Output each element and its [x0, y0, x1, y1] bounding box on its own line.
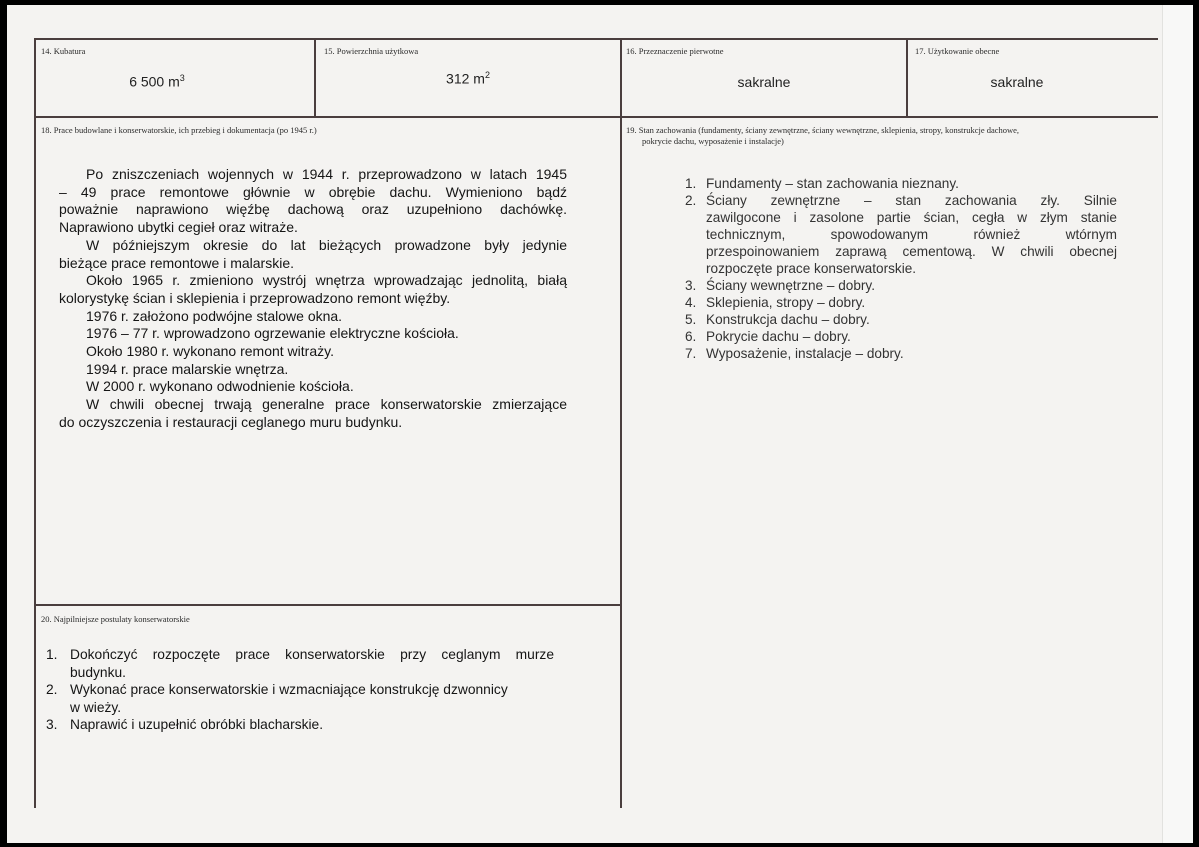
field-15-label: 15. Powierzchnia użytkowa [324, 46, 419, 56]
list-number: 3. [46, 717, 58, 732]
list-number: 2. [46, 682, 58, 697]
list-text-line: Wykonać prace konserwatorskie i wzmacniające konstrukcję dzwonnicy [70, 682, 508, 697]
section19-list [685, 175, 1117, 362]
section20-label: 20. Najpilniejsze postulaty konserwatorskie [41, 614, 190, 624]
field-14-number: 6 500 m [129, 73, 180, 90]
page-edge [1162, 5, 1193, 843]
list-text: Fundamenty – stan zachowania nieznany. [706, 176, 959, 191]
section19-label-line: 19. Stan zachowania (fundamenty, ściany zewnętrzne, ściany wewnętrzne, sklepienia, stropy, konstrukcje dachowe, [626, 125, 1020, 135]
section18-line: Około 1965 r. zmieniono wystrój wnętrza wprowadzając jednolitą, białą [86, 272, 567, 289]
section18-line: W chwili obecnej trwają generalne prace konserwatorskie zmierzające [86, 396, 567, 413]
section18-line: do oczyszczenia i restauracji ceglanego muru budynku. [59, 413, 403, 430]
list-number: 1. [685, 176, 697, 191]
list-item [685, 192, 1117, 277]
section18-line: Około 1980 r. wykonano remont witraży. [86, 343, 334, 360]
field-15-unit-exponent: 2 [484, 70, 490, 80]
section18-line: – 49 prace remontowe głównie w obrębie dachu. Wymieniono bądź [59, 183, 567, 200]
list-item [46, 646, 554, 681]
list-number: 3. [685, 278, 697, 293]
list-item [685, 277, 1117, 294]
list-text-line: zawilgocone i zasolone partie ścian, cegła w złym stanie [706, 210, 1117, 225]
top-rule [34, 38, 1158, 40]
list-text: Pokrycie dachu – dobry. [706, 329, 851, 344]
list-text-line: budynku. [70, 664, 126, 680]
list-text-line: Dokończyć rozpoczęte prace konserwatorskie przy ceglanym murze [70, 647, 554, 662]
list-text: Ściany wewnętrzne – dobry. [706, 278, 875, 293]
list-text: Sklepienia, stropy – dobry. [706, 295, 866, 310]
list-item [685, 311, 1117, 328]
field-14-unit-exponent: 3 [179, 73, 185, 83]
section19-label-line: pokrycie dachu, wyposażenie i instalacje) [642, 136, 784, 146]
section18-line: Po zniszczeniach wojennych w 1944 r. przeprowadzono w latach 1945 [86, 166, 567, 182]
field-16-label: 16. Przeznaczenie pierwotne [626, 46, 724, 56]
list-item [46, 681, 554, 716]
section18-line: Naprawiono ubytki cegieł oraz witraże. [59, 219, 298, 236]
left-rule [34, 38, 36, 808]
section18-line: bieżące prace remontowe i malarskie. [59, 254, 294, 271]
section18-line: W 2000 r. wykonano odwodnienie kościoła. [86, 378, 354, 395]
section20-list [46, 646, 554, 734]
list-text-line: Ściany zewnętrzne – stan zachowania zły. Silnie [706, 193, 1117, 208]
section18-line: W późniejszym okresie do lat bieżących prowadzone były jedynie [86, 236, 567, 253]
list-number: 7. [685, 346, 697, 361]
list-text-line: Naprawić i uzupełnić obróbki blacharskie. [70, 717, 324, 732]
field-15-value [316, 70, 620, 87]
list-text-line: przespoinowaniem zaprawą cementową. W chwili obecnej [706, 244, 1117, 259]
list-number: 5. [685, 312, 697, 327]
section18-line: 1976 – 77 r. wprowadzono ogrzewanie elektryczne kościoła. [86, 325, 459, 342]
list-text-line: rozpoczęte prace konserwatorskie. [706, 261, 917, 276]
list-item [685, 294, 1117, 311]
field-17-label: 17. Użytkowanie obecne [915, 46, 1000, 56]
list-text: Wyposażenie, instalacje – dobry. [706, 346, 904, 361]
section19-label [626, 125, 1019, 147]
section18-label: 18. Prace budowlane i konserwatorskie, ich przebieg i dokumentacja (po 1945 r.) [41, 125, 317, 135]
field-16-value: sakralne [737, 74, 791, 90]
field-14-label: 14. Kubatura [41, 46, 86, 56]
section18-text [59, 166, 567, 432]
section20-top-rule [34, 604, 622, 606]
list-number: 6. [685, 329, 697, 344]
list-text: Konstrukcja dachu – dobry. [706, 312, 870, 327]
list-number: 2. [685, 193, 697, 208]
header-bottom-rule [34, 116, 1158, 118]
list-number: 1. [46, 647, 58, 662]
field-15-number: 312 m [446, 70, 485, 87]
section18-line: 1994 r. prace malarskie wnętrza. [86, 360, 289, 377]
list-item [685, 345, 1117, 362]
list-text-line: technicznym, spowodowanym również wtórnym [706, 227, 1117, 242]
field-17-value: sakralne [990, 74, 1044, 90]
list-item [685, 175, 1117, 192]
section18-line: kolorystykę ścian i sklepienia i przeprowadzono remont więźby. [59, 289, 451, 306]
list-item [685, 328, 1117, 345]
field-14-value [36, 73, 278, 90]
list-item [46, 716, 554, 734]
section18-line: poważnie naprawiono więźbę dachową oraz uzupełniono dachówkę. [59, 201, 567, 218]
list-text-line: w wieży. [70, 699, 122, 715]
center-rule [620, 38, 622, 808]
list-number: 4. [685, 295, 697, 310]
section18-line: 1976 r. założono podwójne stalowe okna. [86, 307, 343, 324]
